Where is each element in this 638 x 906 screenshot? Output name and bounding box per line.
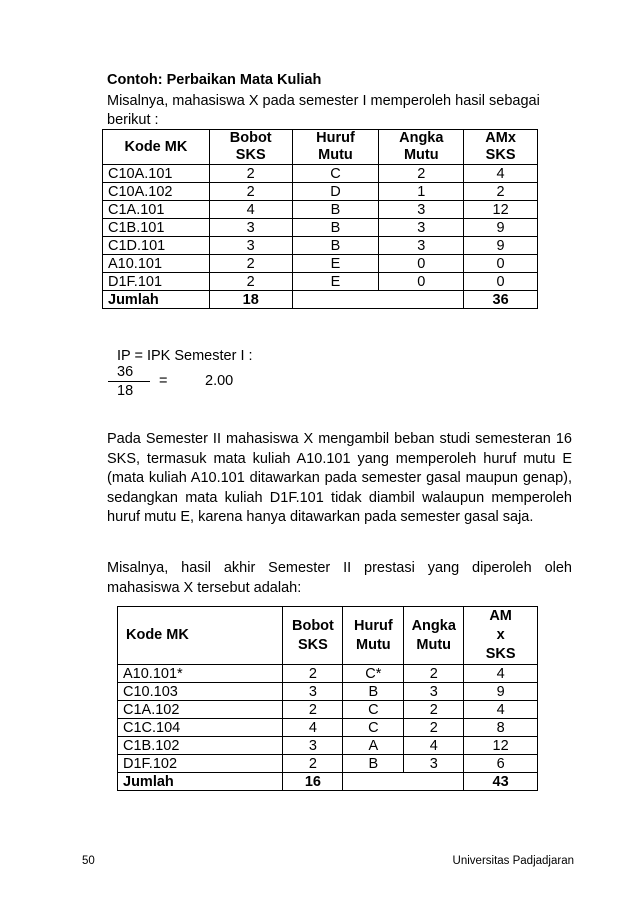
header-angka-mutu: Angka Mutu	[404, 607, 464, 665]
page-number: 50	[82, 855, 95, 867]
cell-bobot-sks: 4	[209, 201, 292, 219]
table-row	[103, 165, 538, 183]
cell-am-x-sks: 9	[464, 237, 538, 255]
cell-bobot-sks: 2	[283, 755, 343, 773]
cell-bobot-sks: 3	[283, 737, 343, 755]
cell-angka-mutu: 0	[379, 273, 464, 291]
table-row	[118, 755, 538, 773]
cell-kode-mk: C1A.101	[103, 201, 210, 219]
cell-am-x-sks: 6	[464, 755, 538, 773]
table-row	[118, 665, 538, 683]
cell-am-x-sks: 9	[464, 683, 538, 701]
cell-huruf-mutu: B	[292, 237, 379, 255]
cell-huruf-mutu: E	[292, 255, 379, 273]
cell-kode-mk: C1A.102	[118, 701, 283, 719]
table-row	[103, 255, 538, 273]
total-amx: 36	[464, 291, 538, 309]
cell-angka-mutu: 3	[379, 219, 464, 237]
table-header-row	[103, 130, 538, 165]
table-row	[103, 273, 538, 291]
table-row	[103, 219, 538, 237]
header-huruf-mutu: Huruf Mutu	[343, 607, 404, 665]
total-sks: 18	[209, 291, 292, 309]
table-total-row	[103, 291, 538, 309]
cell-angka-mutu: 0	[379, 255, 464, 273]
semester2-grades-table	[117, 606, 538, 791]
cell-angka-mutu: 2	[404, 701, 464, 719]
cell-huruf-mutu: C	[292, 165, 379, 183]
cell-huruf-mutu: D	[292, 183, 379, 201]
empty-cell	[404, 773, 464, 791]
header-bobot-sks: Bobot SKS	[283, 607, 343, 665]
table-row	[103, 201, 538, 219]
cell-kode-mk: C1B.102	[118, 737, 283, 755]
cell-am-x-sks: 9	[464, 219, 538, 237]
section-heading: Contoh: Perbaikan Mata Kuliah	[107, 72, 322, 88]
cell-am-x-sks: 0	[464, 255, 538, 273]
cell-am-x-sks: 4	[464, 165, 538, 183]
total-sks: 16	[283, 773, 343, 791]
cell-am-x-sks: 8	[464, 719, 538, 737]
cell-angka-mutu: 1	[379, 183, 464, 201]
cell-huruf-mutu: B	[343, 755, 404, 773]
table-row	[118, 719, 538, 737]
table-row	[118, 683, 538, 701]
empty-cell	[379, 291, 464, 309]
header-kode-mk: Kode MK	[118, 607, 283, 665]
cell-angka-mutu: 3	[404, 755, 464, 773]
cell-bobot-sks: 2	[209, 183, 292, 201]
cell-bobot-sks: 2	[209, 165, 292, 183]
cell-bobot-sks: 2	[209, 273, 292, 291]
cell-kode-mk: D1F.101	[103, 273, 210, 291]
cell-kode-mk: A10.101	[103, 255, 210, 273]
cell-bobot-sks: 3	[283, 683, 343, 701]
table-header-row	[118, 607, 538, 665]
total-amx: 43	[464, 773, 538, 791]
cell-am-x-sks: 2	[464, 183, 538, 201]
cell-kode-mk: D1F.102	[118, 755, 283, 773]
cell-huruf-mutu: C	[343, 719, 404, 737]
cell-kode-mk: C1C.104	[118, 719, 283, 737]
cell-bobot-sks: 2	[209, 255, 292, 273]
cell-huruf-mutu: B	[292, 219, 379, 237]
cell-kode-mk: C1D.101	[103, 237, 210, 255]
cell-am-x-sks: 0	[464, 273, 538, 291]
cell-angka-mutu: 3	[379, 201, 464, 219]
paragraph-semester-2: Pada Semester II mahasiswa X mengambil beban studi semesteran 16 SKS, termasuk mata kuliah A10.101 yang memperoleh huruf mutu E (mata kuliah A10.101 ditawarkan pada semester gasal maupun genap), sedangkan mata kuliah D1F.101 tidak diambil walaupun memperoleh huruf mutu E, karena hanya ditawarkan pada semester gasal saja.	[107, 431, 572, 526]
cell-angka-mutu: 2	[379, 165, 464, 183]
cell-bobot-sks: 4	[283, 719, 343, 737]
header-amx-sks: AMx SKS	[464, 130, 538, 165]
header-angka-mutu: Angka Mutu	[379, 130, 464, 165]
cell-angka-mutu: 2	[404, 665, 464, 683]
intro-text: Misalnya, mahasiswa X pada semester I memperoleh hasil sebagai berikut :	[107, 93, 540, 128]
cell-am-x-sks: 12	[464, 737, 538, 755]
cell-angka-mutu: 4	[404, 737, 464, 755]
cell-bobot-sks: 2	[283, 665, 343, 683]
cell-huruf-mutu: B	[343, 683, 404, 701]
table-total-row	[118, 773, 538, 791]
cell-angka-mutu: 3	[404, 683, 464, 701]
cell-bobot-sks: 3	[209, 237, 292, 255]
header-am-x-sks: AM x SKS	[464, 607, 538, 665]
ip-result: 2.00	[205, 373, 234, 389]
empty-cell	[292, 291, 379, 309]
cell-angka-mutu: 2	[404, 719, 464, 737]
header-bobot-sks: Bobot SKS	[209, 130, 292, 165]
header-kode-mk: Kode MK	[103, 130, 210, 165]
cell-huruf-mutu: C*	[343, 665, 404, 683]
ip-equals-sign: =	[159, 373, 168, 389]
footer-university: Universitas Padjadjaran	[452, 855, 574, 867]
cell-am-x-sks: 4	[464, 701, 538, 719]
cell-kode-mk: A10.101*	[118, 665, 283, 683]
cell-bobot-sks: 3	[209, 219, 292, 237]
cell-am-x-sks: 4	[464, 665, 538, 683]
cell-kode-mk: C10A.102	[103, 183, 210, 201]
cell-bobot-sks: 2	[283, 701, 343, 719]
header-huruf-mutu: Huruf Mutu	[292, 130, 379, 165]
paragraph-result-intro: Misalnya, hasil akhir Semester II prestasi yang diperoleh oleh mahasiswa X tersebut adalah:	[107, 560, 572, 596]
cell-kode-mk: C1B.101	[103, 219, 210, 237]
cell-kode-mk: C10A.101	[103, 165, 210, 183]
cell-am-x-sks: 12	[464, 201, 538, 219]
semester1-grades-table	[102, 129, 538, 309]
table-row	[118, 737, 538, 755]
cell-huruf-mutu: C	[343, 701, 404, 719]
cell-huruf-mutu: A	[343, 737, 404, 755]
cell-angka-mutu: 3	[379, 237, 464, 255]
table-row	[103, 237, 538, 255]
fraction-line	[108, 381, 150, 382]
ip-numerator: 36	[117, 364, 134, 380]
total-label: Jumlah	[118, 773, 283, 791]
cell-kode-mk: C10.103	[118, 683, 283, 701]
empty-cell	[343, 773, 404, 791]
ip-denominator: 18	[117, 383, 134, 399]
total-label: Jumlah	[103, 291, 210, 309]
cell-huruf-mutu: E	[292, 273, 379, 291]
table-row	[103, 183, 538, 201]
table-row	[118, 701, 538, 719]
ip-title: IP = IPK Semester I :	[117, 348, 253, 364]
cell-huruf-mutu: B	[292, 201, 379, 219]
